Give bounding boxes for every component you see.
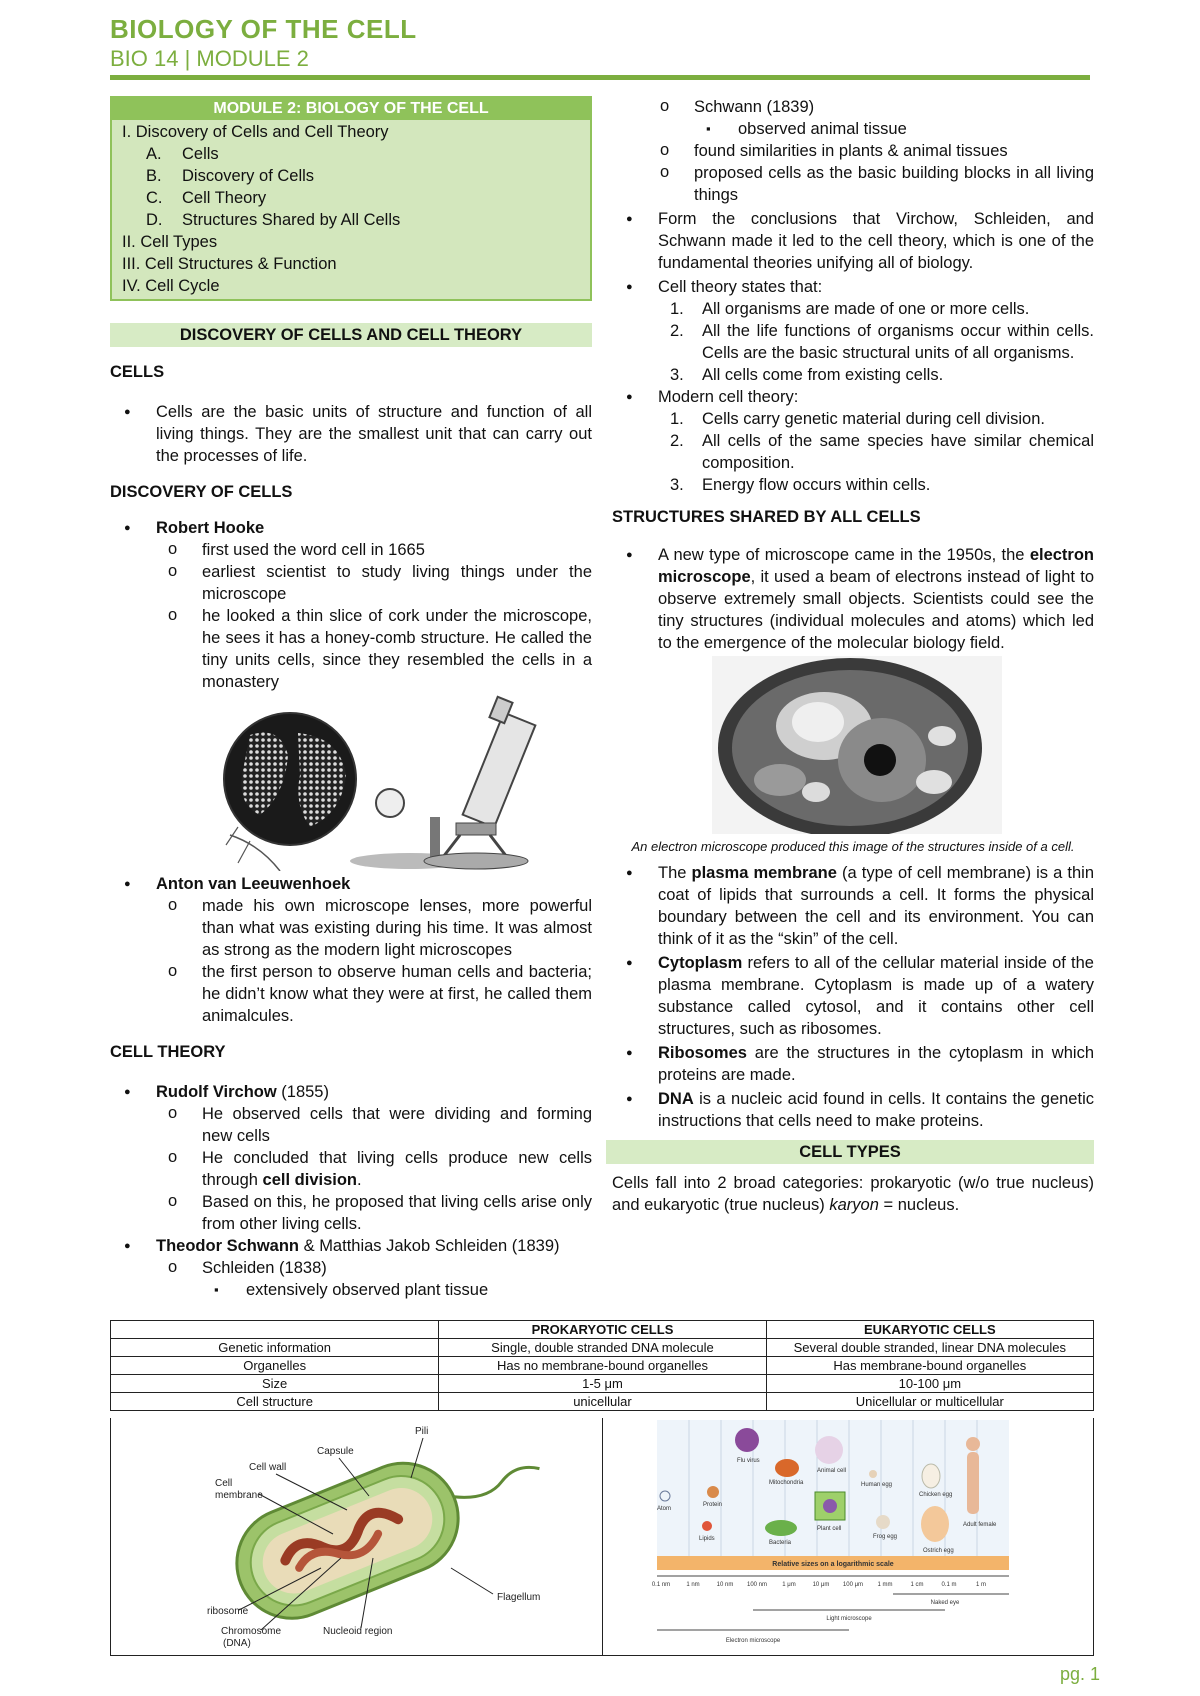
scale-tick: 1 cm: [909, 1582, 924, 1588]
hooke-point: o earliest scientist to study living things under the microscope: [156, 561, 592, 605]
scale-item-label: Mitochondria: [768, 1480, 803, 1486]
schleiden-point: o Schleiden (1838) ▪ extensively observed plant tissue: [156, 1257, 592, 1301]
virchow-point: o Based on this, he proposed that living cells arise only from other living cells.: [156, 1191, 592, 1235]
range-label: Electron microscope: [725, 1638, 780, 1644]
cell-types-text: Cells fall into 2 broad categories: prokaryotic (w/o true nucleus) and eukaryotic (true nucleus) karyon = nucleus.: [612, 1174, 1094, 1214]
toc-item: I. Discovery of Cells and Cell Theory: [122, 123, 389, 141]
table-cell: unicellular: [439, 1393, 766, 1411]
scale-item-label: Human egg: [860, 1482, 892, 1488]
table-cell: Has membrane-bound organelles: [766, 1357, 1093, 1375]
scale-item-label: Animal cell: [816, 1468, 846, 1474]
table-row: [111, 1339, 1094, 1357]
toc-item: C. Cell Theory: [146, 189, 267, 207]
prokaryote-diagram-cell: [111, 1418, 602, 1655]
leeuwenhoek-item: [110, 873, 592, 1027]
section-band-discovery: DISCOVERY OF CELLS AND CELL THEORY: [110, 323, 592, 347]
table-cell: Organelles: [111, 1357, 439, 1375]
table-cell: Several double stranded, linear DNA molecules: [766, 1339, 1093, 1357]
hooke-point: o first used the word cell in 1665: [156, 539, 592, 561]
scale-item-label: Frog egg: [872, 1534, 897, 1540]
virchow-point: o He observed cells that were dividing and forming new cells: [156, 1103, 592, 1147]
range-label: Light microscope: [825, 1616, 872, 1622]
virchow-point: o He concluded that living cells produce new cells through cell division.: [156, 1147, 592, 1191]
table-cell: Cell structure: [111, 1393, 439, 1411]
diagram-label: Flagellum: [497, 1592, 541, 1603]
scale-tick: 1 mm: [877, 1582, 892, 1588]
scale-item-label: Chicken egg: [918, 1492, 952, 1498]
table-row: [111, 1393, 1094, 1411]
toc-item: A. Cells: [146, 145, 219, 163]
section-band-cell-types: CELL TYPES: [606, 1140, 1094, 1164]
scale-tick: 1 μm: [781, 1582, 796, 1588]
modern-statement: 1. Cells carry genetic material during cell division.: [670, 410, 1045, 428]
scale-tick: 10 μm: [812, 1582, 829, 1588]
modern-theory-item: ● Modern cell theory: 1. Cells carry genetic material during cell division. 2. All cells of the same species have similar chemical composition. 3. Energy flow occurs within cells.: [612, 386, 1094, 496]
diagram-label: Nucleoid region: [323, 1626, 393, 1637]
table-of-contents: [110, 96, 592, 301]
schleiden-subpoint: ▪ extensively observed plant tissue: [202, 1279, 592, 1301]
schwann-point: o found similarities in plants & animal tissues: [648, 140, 1094, 162]
plasma-membrane-text: ● The plasma membrane (a type of cell membrane) is a thin coat of lipids that surrounds a cell. It forms the physical boundary between the cell and its environment. You can think of it as the “skin” of the cell.: [612, 862, 1094, 950]
scale-tick: 0.1 nm: [651, 1582, 670, 1588]
diagram-label: Capsule: [317, 1446, 354, 1457]
document-subtitle: BIO 14 | MODULE 2: [110, 46, 309, 71]
dna-text: ● DNA is a nucleic acid found in cells. It contains the genetic instructions that cells need to make proteins.: [612, 1088, 1094, 1132]
theory-statement: 3. All cells come from existing cells.: [670, 366, 944, 384]
diagram-label: Pili: [415, 1426, 429, 1437]
cells-definition: ● Cells are the basic units of structure and function of all living things. They are the smallest unit that can carry out the processes of life.: [110, 401, 592, 467]
prokaryote-diagram: [111, 1418, 601, 1654]
relative-size-scale: [603, 1418, 1093, 1654]
subheading-discovery: DISCOVERY OF CELLS: [110, 483, 293, 501]
table-row: [111, 1375, 1094, 1393]
scale-item-label: Lipids: [698, 1536, 715, 1542]
cytoplasm-text: ● Cytoplasm refers to all of the cellular material inside of the plasma membrane. Cytoplasm is made up of a watery substance called cytosol, and it contains other cell structures, such as ribosomes.: [612, 952, 1094, 1040]
toc-item: B. Discovery of Cells: [146, 167, 315, 185]
electron-microscope-text: ● A new type of microscope came in the 1950s, the electron microscope, it used a beam of electrons instead of light to observe extremely small objects. Scientists could see the tiny structures (individual molecules and atoms) which led to the emergence of the molecular biology field.: [612, 544, 1094, 654]
scale-item-label: Protein: [702, 1502, 722, 1508]
modern-statement: 2. All cells of the same species have similar chemical composition.: [670, 432, 1094, 472]
scale-item-label: Plant cell: [816, 1526, 841, 1532]
scale-ticks: [651, 1582, 985, 1588]
modern-statement: 3. Energy flow occurs within cells.: [670, 476, 931, 494]
size-scale-cell: [602, 1418, 1094, 1655]
hooke-item: [110, 517, 592, 693]
range-label: Naked eye: [930, 1600, 959, 1606]
table-cell: Unicellular or multicellular: [766, 1393, 1093, 1411]
electron-micrograph: [612, 656, 1094, 834]
table-cell: 10-100 μm: [766, 1375, 1093, 1393]
theory-origin-text: ● Form the conclusions that Virchow, Schleiden, and Schwann made it led to the cell theory, which is one of the fundamental theories unifying all of biology.: [612, 208, 1094, 274]
right-column: [612, 96, 1094, 1216]
left-column: [110, 96, 592, 1301]
cell-comparison-table: [110, 1320, 1094, 1411]
diagram-label: Cell: [215, 1478, 233, 1489]
table-header-cell: EUKARYOTIC CELLS: [766, 1321, 1093, 1339]
hooke-microscope-illustration: [110, 695, 592, 871]
hooke-point: o he looked a thin slice of cork under the microscope, he sees it has a honey-comb structure. He called the tiny units cells, since they resembled the cells in a monastery: [156, 605, 592, 693]
scale-tick: 1 nm: [685, 1582, 700, 1588]
scale-tick: 100 μm: [842, 1582, 863, 1588]
document-title: BIOLOGY OF THE CELL: [110, 14, 417, 44]
subheading-shared-structures: STRUCTURES SHARED BY ALL CELLS: [612, 508, 921, 526]
schwann-name: Theodor Schwann: [156, 1237, 300, 1255]
schwann-schleiden-item: ● Theodor Schwann & Matthias Jakob Schleiden (1839) o Schleiden (1838) ▪ extensively observed plant tissue: [110, 1235, 592, 1301]
theory-statement: 1. All organisms are made of one or more cells.: [670, 300, 1030, 318]
scale-item-label: Ostrich egg: [922, 1548, 954, 1554]
toc-item: II. Cell Types: [122, 233, 218, 251]
scale-tick: 1 m: [975, 1582, 986, 1588]
micrograph-caption: An electron microscope produced this image of the structures inside of a cell.: [631, 839, 1075, 854]
table-cell: Size: [111, 1375, 439, 1393]
diagram-label: Chromosome: [221, 1626, 282, 1637]
diagram-label: ribosome: [207, 1606, 249, 1617]
table-cell: Single, double stranded DNA molecule: [439, 1339, 766, 1357]
toc-heading: MODULE 2: BIOLOGY OF THE CELL: [112, 98, 590, 120]
table-header-row: [111, 1321, 1094, 1339]
diagram-label: (DNA): [223, 1638, 251, 1649]
table-cell: Has no membrane-bound organelles: [439, 1357, 766, 1375]
theory-states-item: ● Cell theory states that: 1. All organisms are made of one or more cells. 2. All the life functions of organisms occur within cells. Cells are the basic structural units of all organisms. 3. All cells come from existing cells.: [612, 276, 1094, 386]
leeuwenhoek-point: o the first person to observe human cells and bacteria; he didn’t know what they were at first, he called them animalcules.: [156, 961, 592, 1027]
subheading-cells: CELLS: [110, 363, 165, 381]
subheading-cell-theory: CELL THEORY: [110, 1043, 226, 1061]
table-header-cell: [111, 1321, 439, 1339]
diagram-label: membrane: [215, 1490, 263, 1501]
schwann-subpoint: ▪ observed animal tissue: [694, 118, 1094, 140]
scale-item-label: Flu virus: [736, 1458, 760, 1464]
leeuwenhoek-name: Anton van Leeuwenhoek: [156, 875, 351, 893]
table-row: [111, 1357, 1094, 1375]
figure-row: [110, 1418, 1094, 1656]
leeuwenhoek-point: o made his own microscope lenses, more powerful than what was existing during his time. It was almost as strong as the modern light microscopes: [156, 895, 592, 961]
table-cell: 1-5 μm: [439, 1375, 766, 1393]
hooke-name: Robert Hooke: [156, 519, 265, 537]
virchow-name: Rudolf Virchow: [156, 1083, 277, 1101]
virchow-item: ● Rudolf Virchow (1855) o He observed cells that were dividing and forming new cells o He concluded that living cells produce new cells through cell division. o Based on this, he proposed that living cells arise only from other living cells.: [110, 1081, 592, 1235]
scale-item-label: Adult female: [962, 1522, 996, 1528]
scale-tick: 0.1 m: [940, 1582, 957, 1588]
header-rule: [110, 75, 1090, 80]
scale-item-label: Atom: [656, 1506, 671, 1512]
toc-item: III. Cell Structures & Function: [122, 255, 337, 273]
table-header-cell: PROKARYOTIC CELLS: [439, 1321, 766, 1339]
toc-item: D. Structures Shared by All Cells: [146, 211, 401, 229]
table-cell: Genetic information: [111, 1339, 439, 1357]
schwann-point: o proposed cells as the basic building blocks in all living things: [648, 162, 1094, 206]
scale-tick: 10 nm: [716, 1582, 733, 1588]
scale-tick: 100 nm: [746, 1582, 767, 1588]
diagram-label: Cell wall: [249, 1462, 287, 1473]
toc-item: IV. Cell Cycle: [122, 277, 220, 295]
scale-caption: Relative sizes on a logarithmic scale: [771, 1561, 894, 1568]
schwann-point: o Schwann (1839) ▪ observed animal tissue: [648, 96, 1094, 140]
page-number: pg. 1: [1059, 1664, 1100, 1684]
scale-item-label: Bacteria: [768, 1540, 791, 1546]
theory-statement: 2. All the life functions of organisms occur within cells. Cells are the basic structural units of all organisms.: [670, 322, 1094, 362]
ribosomes-text: ● Ribosomes are the structures in the cytoplasm in which proteins are made.: [612, 1042, 1094, 1086]
